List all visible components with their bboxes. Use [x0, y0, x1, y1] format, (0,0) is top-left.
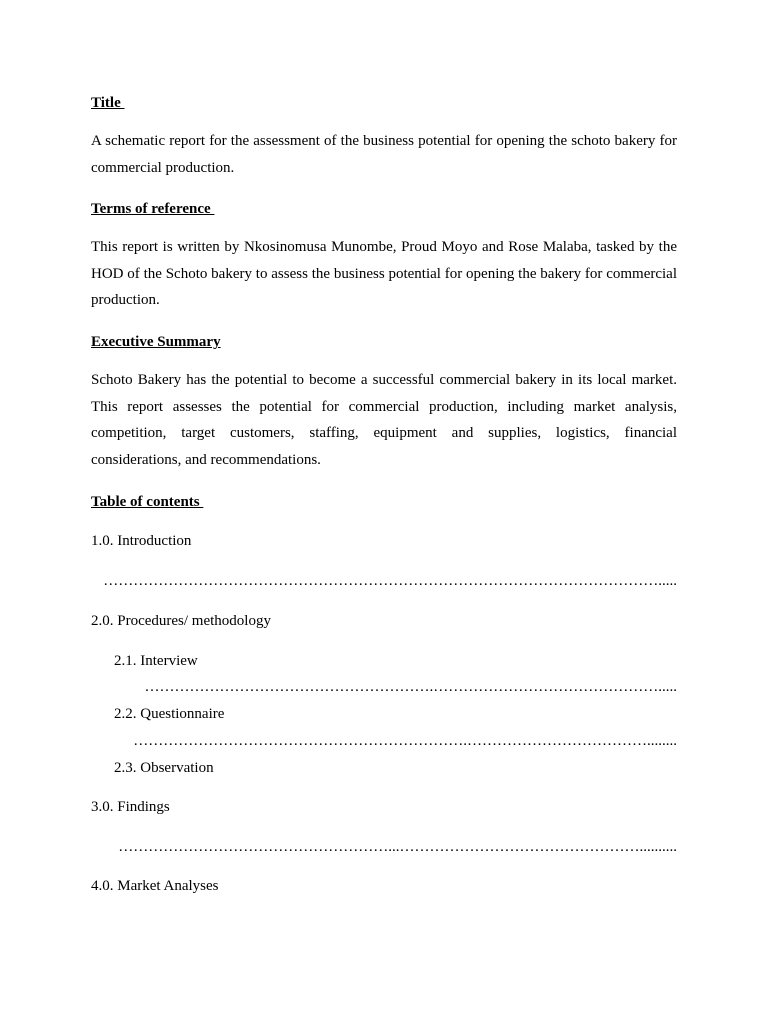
table-of-contents-heading: Table of contents	[91, 494, 204, 510]
toc-leader-interview: ………………………………………………….……………………………………….....	[144, 679, 677, 695]
toc-item-introduction: 1.0. Introduction	[91, 533, 192, 549]
toc-item-market-analyses: 4.0. Market Analyses	[91, 878, 219, 894]
toc-item-observation: 2.3. Observation	[114, 760, 214, 776]
executive-summary-paragraph: Schoto Bakery has the potential to become a successful commercial bakery in its local market. This report assesses the potential for commercial production, including market analysis, competition, target customers, staffing, equipment and supplies, logistics, financial considerations, and recommendations.	[91, 372, 677, 469]
toc-leader-introduction: ………………………………………………………………………………………………….....	[103, 573, 677, 589]
terms-paragraph: This report is written by Nkosinomusa Munombe, Proud Moyo and Rose Malaba, tasked by the HOD of the Schoto bakery to assess the business potential for opening the bakery for commercial production.	[91, 239, 677, 309]
toc-item-interview: 2.1. Interview	[114, 653, 198, 669]
toc-leader-questionnaire: ………………………………………………………….………………………………........	[133, 733, 677, 749]
toc-item-procedures: 2.0. Procedures/ methodology	[91, 613, 271, 629]
toc-item-questionnaire: 2.2. Questionnaire	[114, 706, 225, 722]
toc-leader-findings: ………………………………………………...…………………………………………..........	[118, 839, 677, 855]
title-heading: Title	[91, 95, 125, 111]
terms-heading: Terms of reference	[91, 201, 215, 217]
toc-item-findings: 3.0. Findings	[91, 799, 170, 815]
title-paragraph: A schematic report for the assessment of the business potential for opening the schoto bakery for commercial production.	[91, 133, 677, 176]
executive-summary-heading: Executive Summary	[91, 334, 221, 350]
